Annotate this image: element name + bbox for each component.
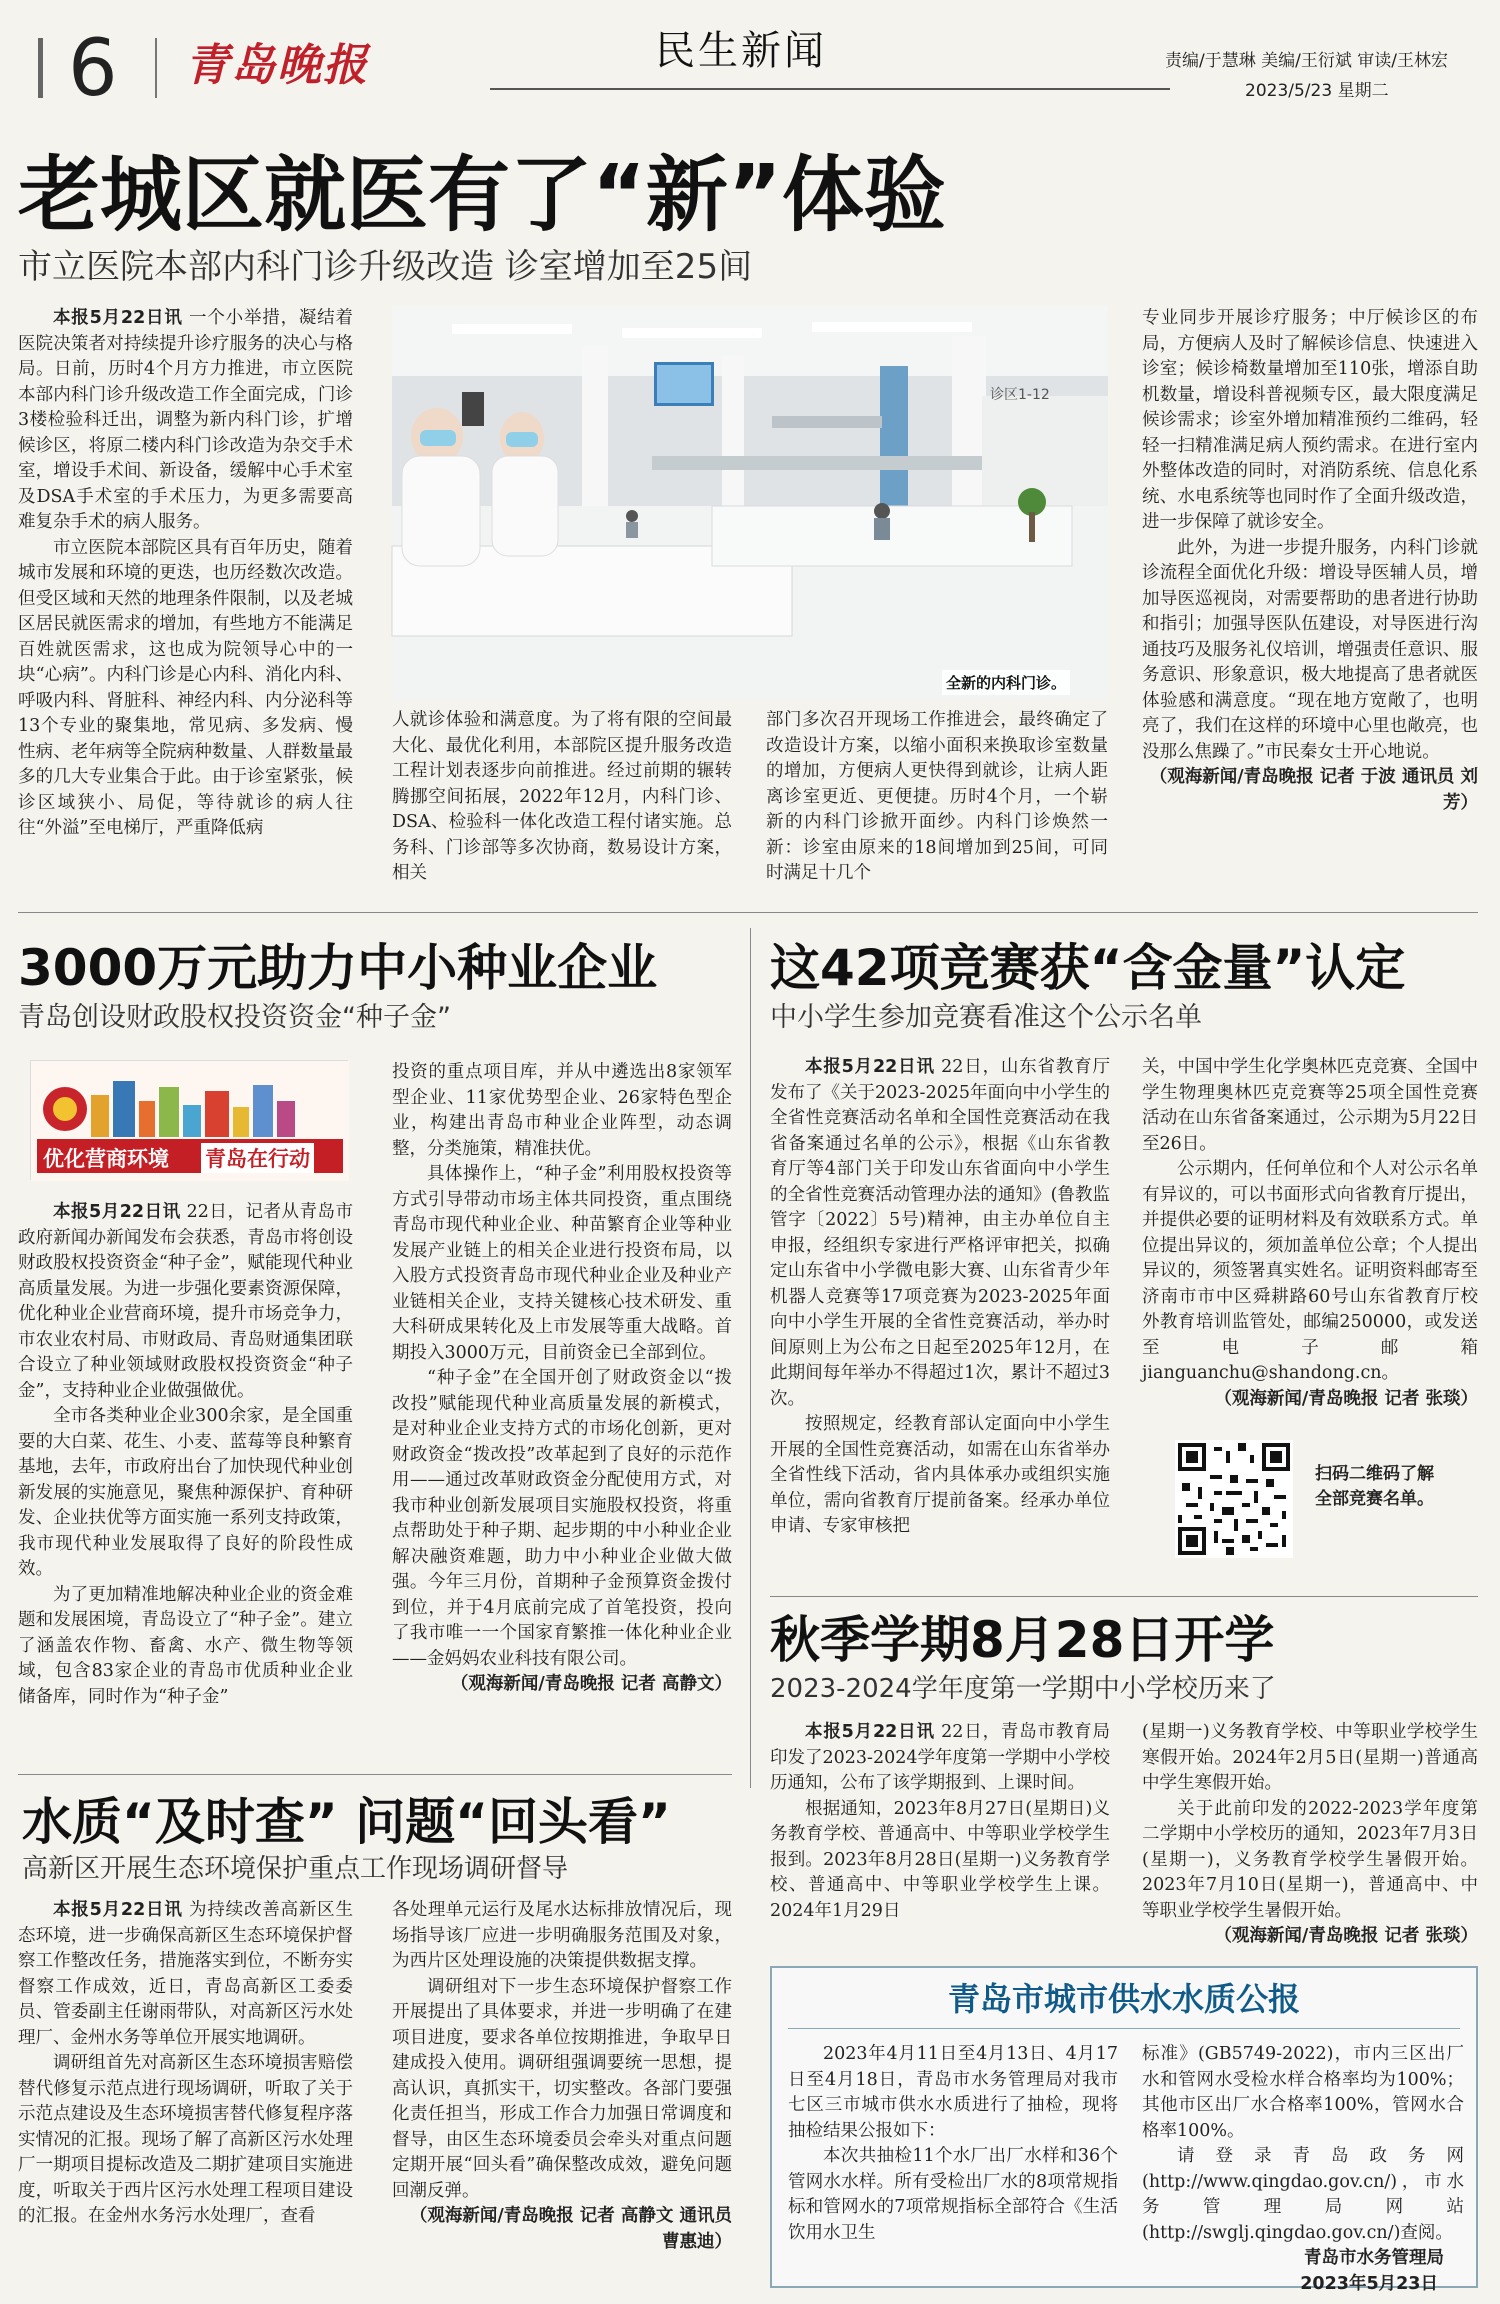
article1-title: 老城区就医有了“新”体验	[18, 148, 946, 243]
article2-subtitle: 青岛创设财政股权投资资金“种子金”	[18, 1002, 451, 1033]
article4-title: 秋季学期8月28日开学	[770, 1611, 1275, 1669]
campaign-banner	[30, 1060, 348, 1180]
clinic-photo-drawing	[392, 306, 1108, 700]
masthead	[0, 0, 1500, 120]
article2-col2: 投资的重点项目库，并从中遴选出8家领军型企业、11家优势型企业、26家特色型企业，构建出青岛市种业企业阵型，动态调整，分类施策，精准扶优。 具体操作上，“种子金”利用股权投资等方式引导带动市场主体共同投资，重点围绕青岛市现代种业企业、种苗繁育企业等种业发展产业链上的相关企业进行投资布局，以入股方式投资青岛市现代种业企业及种业产业链相关企业，支持关键核心技术研发、重大科研成果转化及上市发展等重大战略。首期投入3000万元，目前资金已全部到位。 “种子金”在全国开创了财政资金以“拨改投”赋能现代种业高质量发展的新模式，是对种业企业支持方式的市场化创新，更对财政资金“拨改投”改革起到了良好的示范作用——通过改革财政资金分配使用方式，对我市种业创新发展项目实施股权投资，将重点帮助处于种子期、起步期的中小种业企业解决融资难题，助力中小种业企业做大做强。今年三月份，首期种子金预算资金拨付到位，并于4月底前完成了首笔投资，投向了我市唯一一个国家育繁推一体化种业企业——金妈妈农业科技有限公司。 （观海新闻/青岛晚报 记者 高静文）	[392, 1060, 732, 1720]
article5-title: 水质“及时查” 问题“回头看”	[22, 1793, 671, 1851]
article1-col2: 人就诊体验和满意度。为了将有限的空间最大化、最优化利用，本部院区提升服务改造工程计划表逐步向前推进。经过前期的辗转腾挪空间拓展，2022年12月，内科门诊、DSA、检验科一体化改造工程付诸实施。总务科、门诊部等多次协商，数易设计方案，相关	[392, 710, 732, 883]
masthead-rule	[490, 88, 1170, 90]
qr-code[interactable]	[1175, 1440, 1293, 1558]
article5-col1: 本报5月22日讯 为持续改善高新区生态环境，进一步确保高新区生态环境保护督察工作整改任务，措施落实到位，不断夯实督察工作成效，近日，青岛高新区工委委员、管委副主任谢雨带队，对高新区污水处理厂、金州水务等单位开展实地调研。 调研组首先对高新区生态环境损害赔偿替代修复示范点进行现场调研，听取了关于示范点建设及生态环境损害替代修复程序落实情况的汇报。现场了解了高新区污水处理厂一期项目提标改造及二期扩建项目实施进度，听取关于西片区污水处理工程项目建设的汇报。在金州水务污水处理厂，查看	[18, 1900, 353, 2226]
article4-byline: （观海新闻/青岛晚报 记者 张琰）	[1214, 1926, 1478, 1946]
water-quality-title: 青岛市城市供水水质公报	[947, 1980, 1300, 2018]
divider-left-2	[18, 1774, 732, 1775]
article2-byline: （观海新闻/青岛晚报 记者 高静文）	[450, 1674, 732, 1694]
section-title: 民生新闻	[655, 28, 827, 74]
article1-col4: 专业同步开展诊疗服务；中厅候诊区的布局，方便病人及时了解候诊信息、快速进入诊室；候诊椅数量增加至110张，增添自助机数量，增设科普视频专区，最大限度满足候诊需求；诊室外增加精准预约二维码，轻轻一扫精准满足病人预约需求。在进行室内外整体改造的同时，对消防系统、信息化系统、水电系统等也同时作了全面升级改造，进一步保障了就诊安全。 此外，为进一步提升服务，内科门诊就诊流程全面优化升级：增设导医辅人员，增加导医巡视岗，对需要帮助的患者进行协助和指引；加强导医队伍建设，对导医进行沟通技巧及服务礼仪培训，增强责任意识、服务意识、形象意识，极大地提高了患者就医体验感和满意度。“现在地方宽敞了，也明亮了，我们在这样的环境中心里也敞亮，也没那么焦躁了。”市民秦女士开心地说。 （观海新闻/青岛晚报 记者 于波 通讯员 刘芳）	[1142, 306, 1478, 886]
article4-col1: 本报5月22日讯 22日，青岛市教育局印发了2023-2024学年度第一学期中小学校历通知，公布了该学期报到、上课时间。 根据通知，2023年8月27日(星期日)义务教育学校、普通高中、中等职业学校学生报到。2023年8月28日(星期一)义务教育学校、普通高中、中等职业学校学生上课。2024年1月29日	[770, 1722, 1110, 1921]
article3-byline: （观海新闻/青岛晚报 记者 张琰）	[1214, 1388, 1478, 1409]
article1-para2: 市立医院本部院区具有百年历史，随着城市发展和环境的更迭，也历经数次改造。但受区域和天然的地理条件限制，以及老城区居民就医需求的增加，有些地方不能满足百姓就医需求，这也成为院领导心中的一块“心病”。内科门诊是心内科、消化内科、呼吸内科、肾脏科、神经内科、内分泌科等13个专业的聚集地，常见病、多发病、慢性病、老年病等全院病种数量、人群数量最多的几大专业集合于此。由于诊室紧张，候诊区域狭小、局促，等待就诊的病人往往“外溢”至电梯厅，严重降低病	[18, 537, 353, 838]
vertical-divider	[750, 928, 751, 1788]
article3-col1: 本报5月22日讯 22日，山东省教育厅发布了《关于2023-2025年面向中小学生的全省性竞赛活动名单和全国性竞赛活动在我省备案通过名单的公示》，根据《山东省教育厅等4部门关于印发山东省面向中小学生的全省性竞赛活动管理办法的通知》(鲁教监管字〔2022〕5号)精神，由主办单位自主申报，经组织专家进行严格评审把关，拟确定山东省中小学微电影大赛、山东省青少年机器人竞赛等17项竞赛为2023-2025年面向中小学生开展的全省性竞赛活动，举办时间原则上为公布之日起至2025年12月，在此期间每年举办不得超过1次，累计不超过3次。 按照规定，经教育部认定面向中小学生开展的全国性竞赛活动，如需在山东省举办全省性线下活动，省内具体承办或组织实施单位，需向省教育厅提前备案。经承办单位申请、专家审核把	[770, 1057, 1110, 1536]
article1-col3: 部门多次召开现场工作推进会，最终确定了改造设计方案，以缩小面积来换取诊室数量的增加，方便病人更快得到就诊，让病人距离诊室更近、更便捷。历时4个月，一个崭新的内科门诊掀开面纱。内科门诊焕然一新：诊室由原来的18间增加到25间，可同时满足十几个	[766, 710, 1108, 883]
divider-1	[18, 912, 1478, 913]
photo-sign: 诊区1-12	[990, 387, 1050, 403]
issue-date: 2023/5/23 星期二	[1245, 81, 1389, 101]
divider-right-1	[770, 1596, 1478, 1597]
qr-caption: 扫码二维码了解全部竞赛名单。	[1315, 1464, 1434, 1509]
water-quality-box	[770, 1966, 1478, 2294]
photo-caption: 全新的内科门诊。	[942, 670, 1070, 695]
qr-code-pattern	[1178, 1443, 1290, 1555]
masthead-left-bar	[38, 38, 43, 98]
article4-col2: (星期一)义务教育学校、中等职业学校学生寒假开始。2024年2月5日(星期一)普通高中学生寒假开始。 关于此前印发的2022-2023学年度第二学期中小学校历的通知，2023年7月3日(星期一)，义务教育学校学生暑假开始。2023年7月10日(星期一)，普通高中、中等职业学校学生暑假开始。 （观海新闻/青岛晚报 记者 张琰）	[1142, 1720, 1478, 1950]
article3-subtitle: 中小学生参加竞赛看准这个公示名单	[770, 1002, 1202, 1033]
article3-title: 这42项竞赛获“含金量”认定	[770, 939, 1406, 997]
banner-right-text: 青岛在行动	[201, 1143, 314, 1173]
article5-byline: （观海新闻/青岛晚报 记者 高静文 通讯员 曹惠迪）	[409, 2206, 732, 2252]
clinic-photo	[392, 306, 1108, 700]
article5-subtitle: 高新区开展生态环境保护重点工作现场调研督导	[22, 1854, 569, 1884]
article2-title: 3000万元助力中小种业企业	[18, 939, 658, 997]
page-number: 6	[68, 24, 118, 114]
masthead-divider	[155, 38, 157, 98]
article1-col1	[18, 306, 353, 886]
article3-col2: 关，中国中学生化学奥林匹克竞赛、全国中学生物理奥林匹克竞赛等25项全国性竞赛活动在山东省备案通过，公示期为5月22日至26日。 公示期内，任何单位和个人对公示名单有异议的，可以书面形式向省教育厅提出，并提供必要的证明材料及有效联系方式。单位提出异议的，须加盖单位公章；个人提出异议的，须签署真实姓名。证明资料邮寄至济南市市中区舜耕路60号山东省教育厅校外教育培训监管处，邮编250000，或发送至电子邮箱jianguanchu@shandong.cn。 （观海新闻/青岛晚报 记者 张琰）	[1142, 1055, 1478, 1415]
article1-byline: （观海新闻/青岛晚报 记者 于波 通讯员 刘芳）	[1149, 767, 1478, 813]
water-quality-col2: 标准》(GB5749-2022)，市内三区出厂水和管网水受检水样合格率均为100%；其他市区出厂水合格率100%，管网水合格率100%。 请登录青岛政务网(http://www.qingdao.gov.cn/)，市水务管理局网站(http://swglj.qingdao.gov.cn/)查阅。 青岛市水务管理局 2023年5月23日	[1142, 2044, 1464, 2294]
article2-col1: 本报5月22日讯 22日，记者从青岛市政府新闻办新闻发布会获悉，青岛市将创设财政股权投资资金“种子金”，赋能现代种业高质量发展。为进一步强化要素资源保障，优化种业企业营商环境，提升市场竞争力，市农业农村局、市财政局、青岛财通集团联合设立了种业领域财政股权投资资金“种子金”，支持种业企业做强做优。 全市各类种业企业300余家，是全国重要的大白菜、花生、小麦、蓝莓等良种繁育基地，去年，市政府出台了加快现代种业创新发展的实施意见，聚焦种源保护、育种研发、企业扶优等方面实施一系列支持政策，我市现代种业发展取得了良好的阶段性成效。 为了更加精准地解决种业企业的资金难题和发展困境，青岛设立了“种子金”。建立了涵盖农作物、畜禽、水产、微生物等领域，包含83家企业的青岛市优质种业企业储备库，同时作为“种子金”	[18, 1202, 353, 1707]
article4-subtitle: 2023-2024学年度第一学期中小学校历来了	[770, 1674, 1276, 1704]
water-quality-col1: 2023年4月11日至4月13日、4月17日至4月18日，青岛市水务管理局对我市七区三市城市供水水质进行了抽检，现将抽检结果公报如下： 本次共抽检11个水厂出厂水样和36个管网水水样。所有受检出厂水的8项常规指标和管网水的7项常规指标全部符合《生活饮用水卫生	[788, 2044, 1118, 2243]
paper-logo: 青岛晚报	[185, 40, 369, 91]
banner-left-text: 优化营商环境	[43, 1147, 169, 1171]
article5-col2: 各处理单元运行及尾水达标排放情况后，现场指导该厂应进一步明确服务范围及对象，为西片区处理设施的决策提供数据支撑。 调研组对下一步生态环境保护督察工作开展提出了具体要求，并进一步明确了在建项目进度，要求各单位按期推进，争取早日建成投入使用。调研组强调要统一思想，提高认识，真抓实干，切实整改。各部门要强化责任担当，形成工作合力加强日常调度和督导，由区生态环境委员会牵头对重点问题定期开展“回头看”确保整改成效，避免问题回潮反弹。 （观海新闻/青岛晚报 记者 高静文 通讯员 曹惠迪）	[392, 1898, 732, 2288]
water-quality-rule	[788, 2028, 1460, 2029]
article1-subtitle: 市立医院本部内科门诊升级改造 诊室增加至25间	[18, 247, 753, 287]
water-quality-signature: 青岛市水务管理局	[1304, 2248, 1444, 2268]
water-quality-date: 2023年5月23日	[1300, 2273, 1438, 2294]
article1-para1: 本报5月22日讯 一个小举措，凝结着医院决策者对持续提升诊疗服务的决心与格局。日前，历时4个月方力推进，市立医院本部内科门诊升级改造工作全面完成，门诊3楼检验科迁出，调整为新内科门诊，扩增候诊区，将原二楼内科门诊改造为杂交手术室，增设手术间、新设备，缓解中心手术室及DSA手术室的手术压力，为更多需要高难复杂手术的病人服务。	[18, 308, 353, 532]
editors-line: 责编/于慧琳 美编/王衍斌 审读/王林宏	[1165, 51, 1448, 71]
